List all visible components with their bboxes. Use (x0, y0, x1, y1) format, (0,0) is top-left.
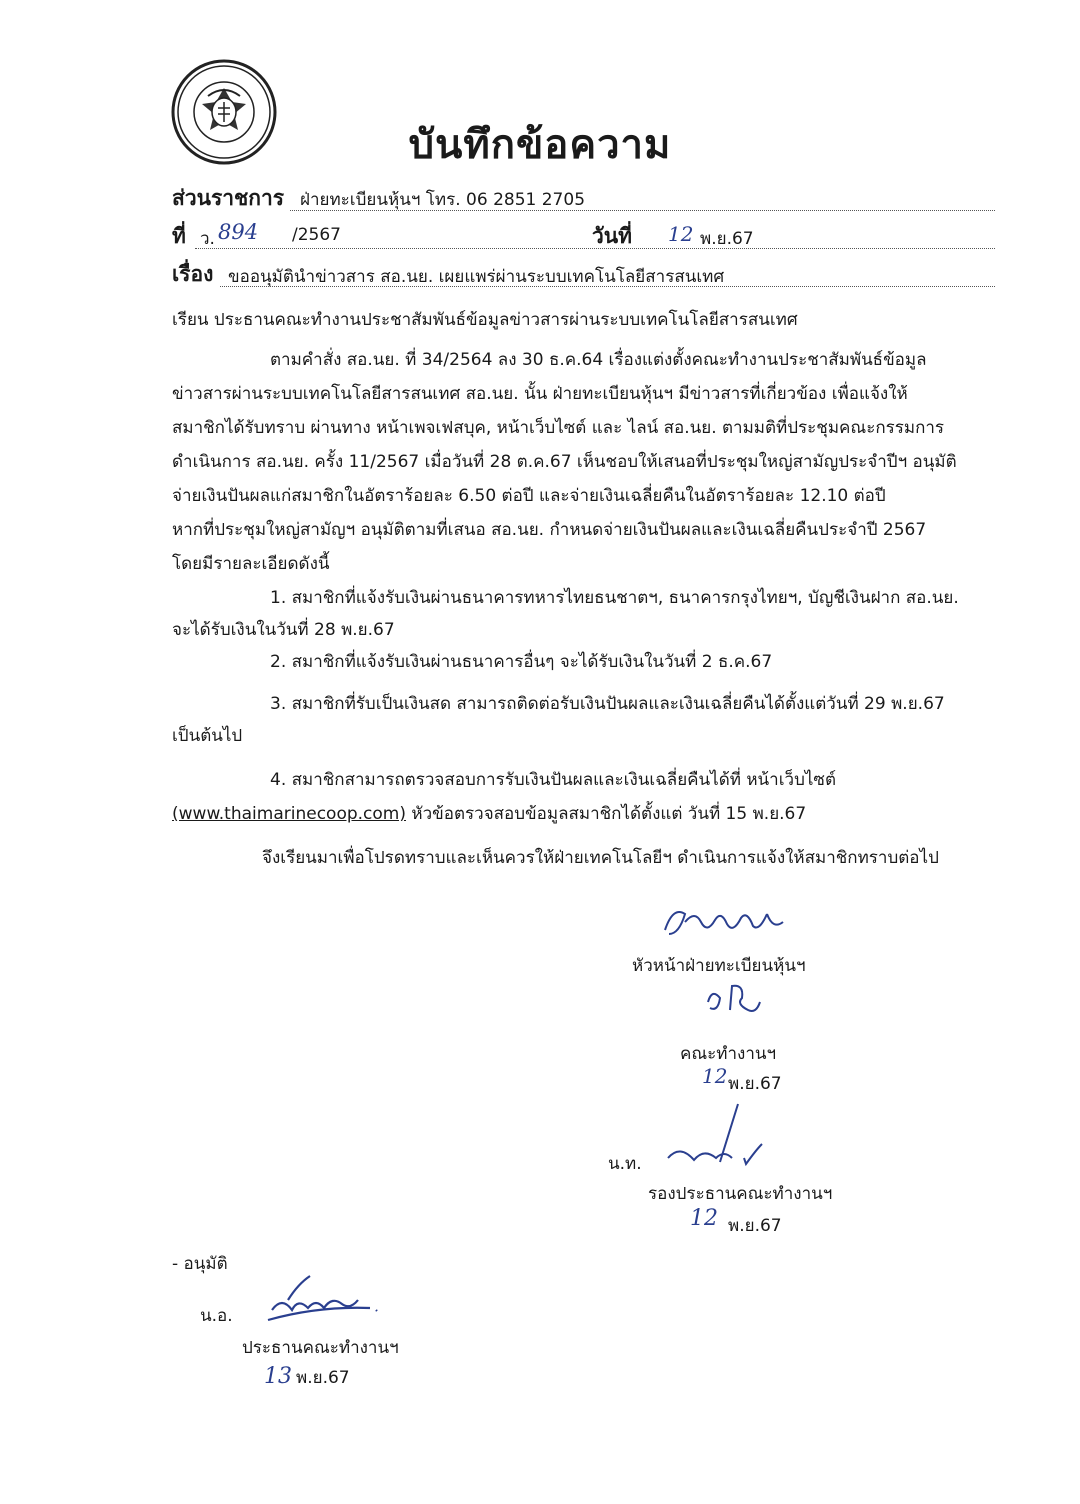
department-underline (290, 210, 995, 211)
approval-signature-image (258, 1270, 388, 1330)
signature-2-date-handwritten: 12 (702, 1064, 728, 1088)
document-title: บันทึกข้อความ (408, 122, 672, 168)
number-prefix: ว. (200, 229, 215, 249)
list-item-4-line: 4. สมาชิกสามารถตรวจสอบการรับเงินปันผลและเงินเฉลี่ยคืนได้ที่ หน้าเว็บไซต์ (270, 770, 836, 790)
number-suffix: /2567 (292, 225, 341, 245)
signature-2-image (700, 980, 770, 1020)
paragraph-line: สมาชิกได้รับทราบ ผ่านทาง หน้าเพจเฟสบุค, หน้าเว็บไซต์ และ ไลน์ สอ.นย. ตามมติที่ประชุมคณะกรรมการ (172, 418, 945, 438)
paragraph-line: ตามคำสั่ง สอ.นย. ที่ 34/2564 ลง 30 ธ.ค.64 เรื่องแต่งตั้งคณะทำงานประชาสัมพันธ์ข้อมูล (270, 350, 927, 370)
number-date-underline (195, 248, 995, 249)
department-value: ฝ่ายทะเบียนหุ้นฯ โทร. 06 2851 2705 (300, 190, 586, 210)
signature-3-title: รองประธานคณะทำงานฯ (648, 1184, 833, 1204)
recipient-line: เรียน ประธานคณะทำงานประชาสัมพันธ์ข้อมูลข่าวสารผ่านระบบเทคโนโลยีสารสนเทศ (172, 310, 798, 330)
subject-underline (220, 286, 995, 287)
signature-1-title: หัวหน้าฝ่ายทะเบียนหุ้นฯ (632, 956, 806, 976)
signature-2-date: พ.ย.67 (728, 1074, 782, 1094)
paragraph-line: ข่าวสารผ่านระบบเทคโนโลยีสารสนเทศ สอ.นย. นั้น ฝ่ายทะเบียนหุ้นฯ มีข่าวสารที่เกี่ยวข้อง เพื่อแจ้งให้ (172, 384, 908, 404)
date-handwritten: 12 (668, 222, 694, 246)
list-item-2: 2. สมาชิกที่แจ้งรับเงินผ่านธนาคารอื่นๆ จะได้รับเงินในวันที่ 2 ธ.ค.67 (270, 652, 773, 672)
signature-3-date: พ.ย.67 (728, 1216, 782, 1236)
signature-1-image (655, 900, 795, 944)
approval-date: พ.ย.67 (296, 1368, 350, 1388)
list-item-3-line: เป็นต้นไป (172, 726, 243, 746)
paragraph-line: โดยมีรายละเอียดดังนี้ (172, 554, 330, 574)
approval-note: - อนุมัติ (172, 1254, 228, 1274)
list-item-3-line: 3. สมาชิกที่รับเป็นเงินสด สามารถติดต่อรับเงินปันผลและเงินเฉลี่ยคืนได้ตั้งแต่วันที่ 29 พ.ย.67 (270, 694, 945, 714)
number-handwritten: 894 (218, 220, 259, 244)
subject-label: เรื่อง (172, 262, 214, 286)
list-item-1-line: 1. สมาชิกที่แจ้งรับเงินผ่านธนาคารทหารไทยธนชาตฯ, ธนาคารกรุงไทยฯ, บัญชีเงินฝาก สอ.นย. (270, 588, 959, 608)
signature-3-prefix: น.ท. (608, 1154, 642, 1174)
list-item-1-line: จะได้รับเงินในวันที่ 28 พ.ย.67 (172, 620, 395, 640)
department-label: ส่วนราชการ (172, 186, 285, 210)
signature-2-title: คณะทำงานฯ (680, 1044, 777, 1064)
approval-date-handwritten: 13 (264, 1364, 292, 1389)
list-item-4-rest: หัวข้อตรวจสอบข้อมูลสมาชิกได้ตั้งแต่ วันที่ 15 พ.ย.67 (405, 804, 807, 824)
signature-3-image (660, 1100, 770, 1180)
date-label: วันที่ (592, 224, 632, 248)
list-item-4-line2 (172, 800, 806, 827)
number-label: ที่ (172, 224, 186, 248)
paragraph-line: จ่ายเงินปันผลแก่สมาชิกในอัตราร้อยละ 6.50 ต่อปี และจ่ายเงินเฉลี่ยคืนในอัตราร้อยละ 12.10 ต่อปี (172, 486, 886, 506)
website-link[interactable]: (www.thaimarinecoop.com) (172, 804, 406, 824)
paragraph-line: ดำเนินการ สอ.นย. ครั้ง 11/2567 เมื่อวันที่ 28 ต.ค.67 เห็นชอบให้เสนอที่ประชุมใหญ่สามัญประจำปีฯ อนุมัติ (172, 452, 957, 472)
date-suffix: พ.ย.67 (700, 229, 754, 249)
approval-prefix: น.อ. (200, 1306, 233, 1326)
paragraph-line: หากที่ประชุมใหญ่สามัญฯ อนุมัติตามที่เสนอ สอ.นย. กำหนดจ่ายเงินปันผลและเงินเฉลี่ยคืนประจำปี 2567 (172, 520, 927, 540)
approval-title: ประธานคณะทำงานฯ (242, 1338, 399, 1358)
closing-line: จึงเรียนมาเพื่อโปรดทราบและเห็นควรให้ฝ่ายเทคโนโลยีฯ ดำเนินการแจ้งให้สมาชิกทราบต่อไป (262, 848, 939, 868)
signature-3-date-handwritten: 12 (690, 1206, 718, 1231)
subject-value: ขออนุมัตินำข่าวสาร สอ.นย. เผยแพร่ผ่านระบบเทคโนโลยีสารสนเทศ (228, 267, 725, 287)
